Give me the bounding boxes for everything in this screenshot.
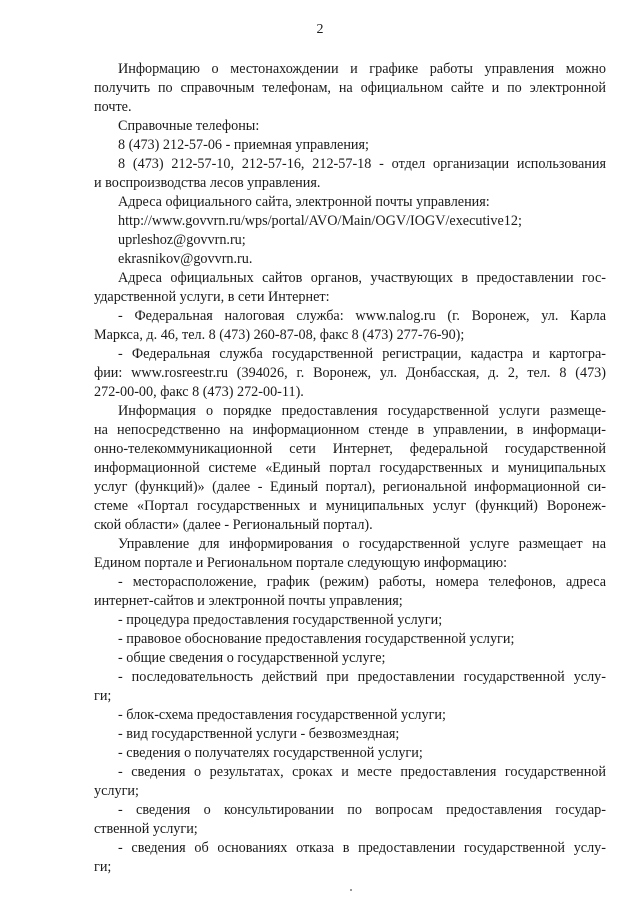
text-line: ской области» (далее - Региональный портал). — [94, 517, 373, 533]
text-line: Адреса официальных сайтов органов, участвующих в предоставлении гос- — [118, 270, 606, 286]
text-line: и воспроизводства лесов управления. — [94, 175, 321, 191]
text-line: информационной системе «Единый портал государственных и муниципальных — [94, 460, 606, 476]
text-line: Информация о порядке предоставления государственной услуги размеще- — [118, 403, 606, 419]
text-line: Адреса официального сайта, электронной почты управления: — [118, 194, 490, 210]
website-url: http://www.govvrn.ru/wps/portal/AVO/Main/OGV/IOGV/executive12; — [118, 213, 522, 229]
text-line: фии: www.rosreestr.ru (394026, г. Воронеж, ул. Донбасская, д. 2, тел. 8 (473) — [94, 365, 606, 381]
list-item: - последовательность действий при предоставлении государственной услу- — [118, 669, 606, 685]
text-line: на непосредственно на информационном стенде в управлении, в информаци- — [94, 422, 606, 438]
email-address: uprleshoz@govvrn.ru; — [118, 232, 246, 248]
scan-speck — [350, 889, 352, 891]
text-line: 272-00-00, факс 8 (473) 272-00-11). — [94, 384, 304, 400]
text-line: - Федеральная служба государственной регистрации, кадастра и картогра- — [118, 346, 606, 362]
text-line: почте. — [94, 99, 132, 115]
list-item: ги; — [94, 859, 112, 875]
list-item: - общие сведения о государственной услуге; — [118, 650, 386, 666]
list-item: - сведения о получателях государственной услуги; — [118, 745, 423, 761]
list-item: - месторасположение, график (режим) работы, номера телефонов, адреса — [118, 574, 606, 590]
list-item: ги; — [94, 688, 112, 704]
list-item: - сведения о консультировании по вопросам предоставления государ- — [118, 802, 606, 818]
text-line: Маркса, д. 46, тел. 8 (473) 260-87-08, факс 8 (473) 277-76-90); — [94, 327, 465, 343]
text-line: 8 (473) 212-57-06 - приемная управления; — [118, 137, 369, 153]
document-body — [94, 60, 606, 877]
text-line: Едином портале и Региональном портале следующую информацию: — [94, 555, 508, 571]
text-line: ударственной услуги, в сети Интернет: — [94, 289, 330, 305]
list-item: - процедура предоставления государственной услуги; — [118, 612, 443, 628]
list-item: услуги; — [94, 783, 139, 799]
text-line: получить по справочным телефонам, на официальном сайте и по электронной — [94, 80, 606, 96]
list-item: - сведения об основаниях отказа в предоставлении государственной услу- — [118, 840, 606, 856]
page-number: 2 — [316, 22, 324, 37]
text-line: стеме «Портал государственных и муниципальных услуг (функций) Воронеж- — [94, 498, 606, 514]
text-line: Управление для информирования о государственной услуге размещает на — [118, 536, 606, 552]
list-item: - блок-схема предоставления государственной услуги; — [118, 707, 446, 723]
list-item: ственной услуги; — [94, 821, 198, 837]
text-line: Справочные телефоны: — [118, 118, 260, 134]
list-item: - вид государственной услуги - безвозмездная; — [118, 726, 400, 742]
text-line: услуг (функций)» (далее - Единый портал), региональной информационной си- — [94, 479, 606, 495]
text-line: - Федеральная налоговая служба: www.nalog.ru (г. Воронеж, ул. Карла — [118, 308, 606, 324]
list-item: - правовое обоснование предоставления государственной услуги; — [118, 631, 515, 647]
email-address: ekrasnikov@govvrn.ru. — [118, 251, 253, 267]
text-line: 8 (473) 212-57-10, 212-57-16, 212-57-18 - отдел организации использования — [118, 156, 606, 172]
text-line: Информацию о местонахождении и графике работы управления можно — [118, 61, 606, 77]
list-item: интернет-сайтов и электронной почты управления; — [94, 593, 403, 609]
list-item: - сведения о результатах, сроках и месте предоставления государственной — [118, 764, 606, 780]
text-line: онно-телекоммуникационной сети Интернет, федеральной государственной — [94, 441, 606, 457]
